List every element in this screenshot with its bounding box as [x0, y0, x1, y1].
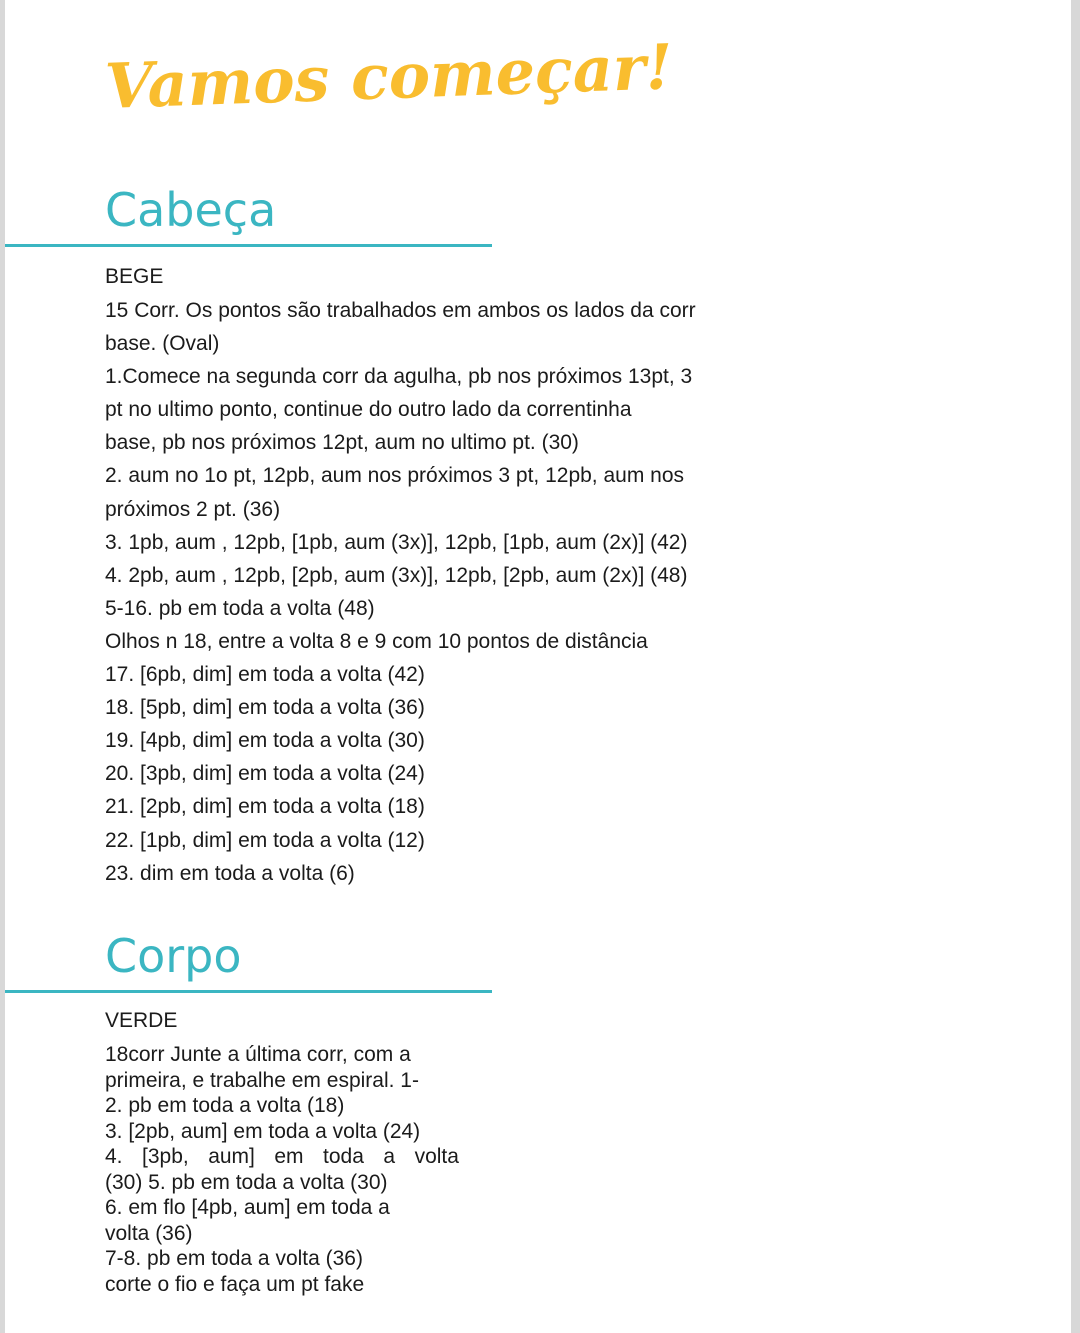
instruction-line: 2. pb em toda a volta (18) — [105, 1094, 345, 1117]
word: em — [274, 1145, 304, 1168]
section-heading-cabeca: Cabeça — [105, 183, 277, 237]
section-heading-corpo: Corpo — [105, 929, 242, 983]
word: volta — [414, 1145, 459, 1168]
section-divider-corpo — [5, 990, 492, 993]
instruction-line: primeira, e trabalhe em espiral. 1- — [105, 1068, 419, 1092]
page-title: Vamos começar! — [103, 30, 674, 123]
instruction-line: 17. [6pb, dim] em toda a volta (42) — [105, 663, 425, 687]
yarn-color-label-corpo: VERDE — [105, 1009, 178, 1032]
instruction-line: 20. [3pb, dim] em toda a volta (24) — [105, 762, 425, 786]
instruction-line: próximos 2 pt. (36) — [105, 497, 281, 521]
instruction-line: 3. [2pb, aum] em toda a volta (24) — [105, 1119, 421, 1143]
instruction-list-corpo — [105, 1042, 459, 1297]
instruction-line: 5-16. pb em toda a volta (48) — [105, 596, 375, 620]
instruction-line: 6. em flo [4pb, aum] em toda a — [105, 1196, 390, 1219]
instruction-line: 18. [5pb, dim] em toda a volta (36) — [105, 696, 425, 720]
instruction-line: 4. 2pb, aum , 12pb, [2pb, aum (3x)], 12pb, [2pb, aum (2x)] (48) — [105, 563, 688, 587]
instruction-line: 2. aum no 1o pt, 12pb, aum nos próximos 3 pt, 12pb, aum nos — [105, 464, 685, 488]
instruction-line: 23. dim em toda a volta (6) — [105, 861, 355, 885]
instruction-line: 7-8. pb em toda a volta (36) — [105, 1247, 363, 1270]
instruction-line: 21. [2pb, dim] em toda a volta (18) — [105, 795, 425, 819]
word: toda — [323, 1145, 364, 1168]
instruction-list-cabeca — [105, 294, 696, 890]
instruction-line: 18corr Junte a última corr, com a — [105, 1043, 411, 1066]
word: [3pb, — [142, 1145, 189, 1168]
instruction-line: Olhos n 18, entre a volta 8 e 9 com 10 pontos de distância — [105, 629, 648, 653]
instruction-line-justified — [105, 1144, 459, 1170]
document-page — [5, 0, 1071, 1333]
yarn-color-label-cabeca: BEGE — [105, 265, 164, 288]
instruction-line: 22. [1pb, dim] em toda a volta (12) — [105, 828, 425, 852]
instruction-line: 1.Comece na segunda corr da agulha, pb nos próximos 13pt, 3 — [105, 365, 693, 389]
section-divider-cabeca — [5, 244, 492, 247]
instruction-line: 15 Corr. Os pontos são trabalhados em ambos os lados da corr — [105, 299, 696, 322]
instruction-line: base. (Oval) — [105, 332, 220, 356]
instruction-line: 3. 1pb, aum , 12pb, [1pb, aum (3x)], 12pb, [1pb, aum (2x)] (42) — [105, 530, 688, 554]
word: 4. — [105, 1145, 123, 1168]
instruction-line: (30) 5. pb em toda a volta (30) — [105, 1170, 388, 1194]
instruction-line: 19. [4pb, dim] em toda a volta (30) — [105, 729, 425, 753]
instruction-line: pt no ultimo ponto, continue do outro lado da correntinha — [105, 398, 632, 422]
instruction-line: volta (36) — [105, 1221, 193, 1245]
word: aum] — [208, 1145, 255, 1168]
word: a — [383, 1145, 396, 1168]
instruction-line: corte o fio e faça um pt fake — [105, 1272, 365, 1296]
instruction-line: base, pb nos próximos 12pt, aum no ultimo pt. (30) — [105, 431, 579, 455]
